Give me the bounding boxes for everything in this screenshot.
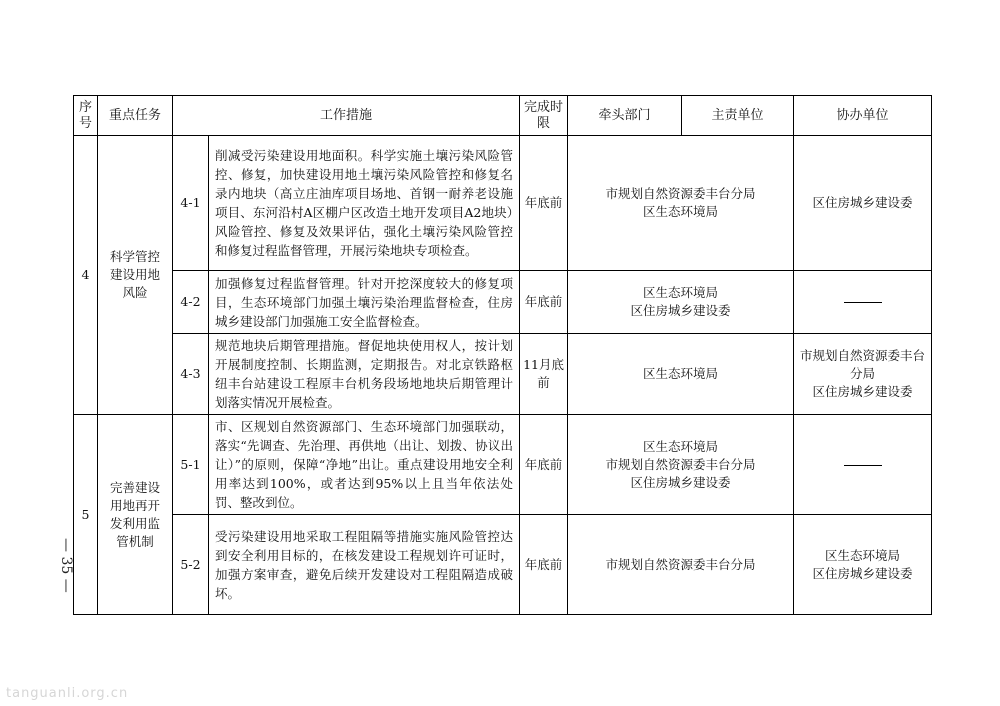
header-task: 重点任务 [98,96,173,136]
responsible-cell [568,271,794,334]
deadline-cell: 年底前 [520,415,568,515]
responsible-unit: 区住房城乡建设委 [630,474,731,490]
responsible-cell [568,515,794,615]
measure-cell: 加强修复过程监督管理。针对开挖深度较大的修复项目，生态环境部门加强土壤污染治理监督检查，住房城乡建设部门加强施工安全监督检查。 [209,271,520,334]
header-main-unit: 主责单位 [682,96,794,136]
measures-table [73,95,932,615]
responsible-cell [568,136,794,271]
empty-dash [844,302,882,303]
assist-cell [794,334,932,415]
table-row [74,271,932,334]
seq-cell: 5 [74,415,98,615]
table-row [74,334,932,415]
header-seq: 序号 [74,96,98,136]
item-code: 5-2 [173,515,209,615]
responsible-unit: 区生态环境局 [643,366,719,381]
deadline-cell: 年底前 [520,515,568,615]
assist-unit: 区住房城乡建设委 [812,384,913,399]
deadline-cell: 年底前 [520,271,568,334]
responsible-unit: 市规划自然资源委丰台分局 [605,556,756,572]
header-deadline: 完成时限 [520,96,568,136]
task-cell: 完善建设用地再开发利用监管机制 [98,415,173,615]
item-code: 4-1 [173,136,209,271]
header-measure: 工作措施 [173,96,520,136]
assist-unit: 区住房城乡建设委 [812,565,913,581]
assist-unit: 区住房城乡建设委 [812,195,913,210]
measure-cell: 受污染建设用地采取工程阻隔等措施实施风险管控达到安全利用目标的，在核发建设工程规划许可证时，加强方案审查，避免后续开发建设对工程阻隔造成破坏。 [209,515,520,615]
assist-unit: 市规划自然资源委丰台分局 [800,348,926,381]
table-row [74,415,932,515]
responsible-unit: 区生态环境局 [643,285,719,300]
measure-cell: 规范地块后期管理措施。督促地块使用权人，按计划开展制度控制、长期监测，定期报告。对北京铁路枢纽丰台站建设工程原丰台机务段场地地块后期管理计划落实情况开展检查。 [209,334,520,415]
assist-cell [794,136,932,271]
assist-cell [794,415,932,515]
watermark: tanguanli.org.cn [6,686,129,701]
deadline-cell: 11月底前 [520,334,568,415]
empty-dash [844,465,882,466]
responsible-unit: 区生态环境局 [643,438,719,454]
assist-cell [794,271,932,334]
assist-unit: 区生态环境局 [825,547,901,563]
header-row [74,96,932,136]
item-code: 5-1 [173,415,209,515]
responsible-unit: 区住房城乡建设委 [630,303,731,318]
seq-cell: 4 [74,136,98,415]
responsible-cell [568,415,794,515]
page-number: — 35 — [58,537,74,593]
task-cell: 科学管控建设用地风险 [98,136,173,415]
responsible-unit: 市规划自然资源委丰台分局 [605,186,756,201]
deadline-cell: 年底前 [520,136,568,271]
responsible-cell [568,334,794,415]
table-row [74,515,932,615]
responsible-unit: 市规划自然资源委丰台分局 [605,456,756,472]
responsible-unit: 区生态环境局 [643,204,719,219]
assist-cell [794,515,932,615]
item-code: 4-3 [173,334,209,415]
header-lead: 牵头部门 [568,96,682,136]
table-row [74,136,932,271]
measure-cell: 削减受污染建设用地面积。科学实施土壤污染风险管控、修复，加快建设用地土壤污染风险管控和修复名录内地块（高立庄油库项目场地、首钢一耐养老设施项目、东河沿村A区棚户区改造土地开发项目A2地块）风险管控、修复及效果评估，强化土壤污染风险管控和修复过程监督管理，开展污染地块专项检查。 [209,136,520,271]
item-code: 4-2 [173,271,209,334]
header-assist: 协办单位 [794,96,932,136]
measure-cell: 市、区规划自然资源部门、生态环境部门加强联动，落实“先调查、先治理、再供地（出让、划拨、协议出让）”的原则，保障“净地”出让。重点建设用地安全利用率达到100%，或者达到95%以上且当年依法处罚、整改到位。 [209,415,520,515]
